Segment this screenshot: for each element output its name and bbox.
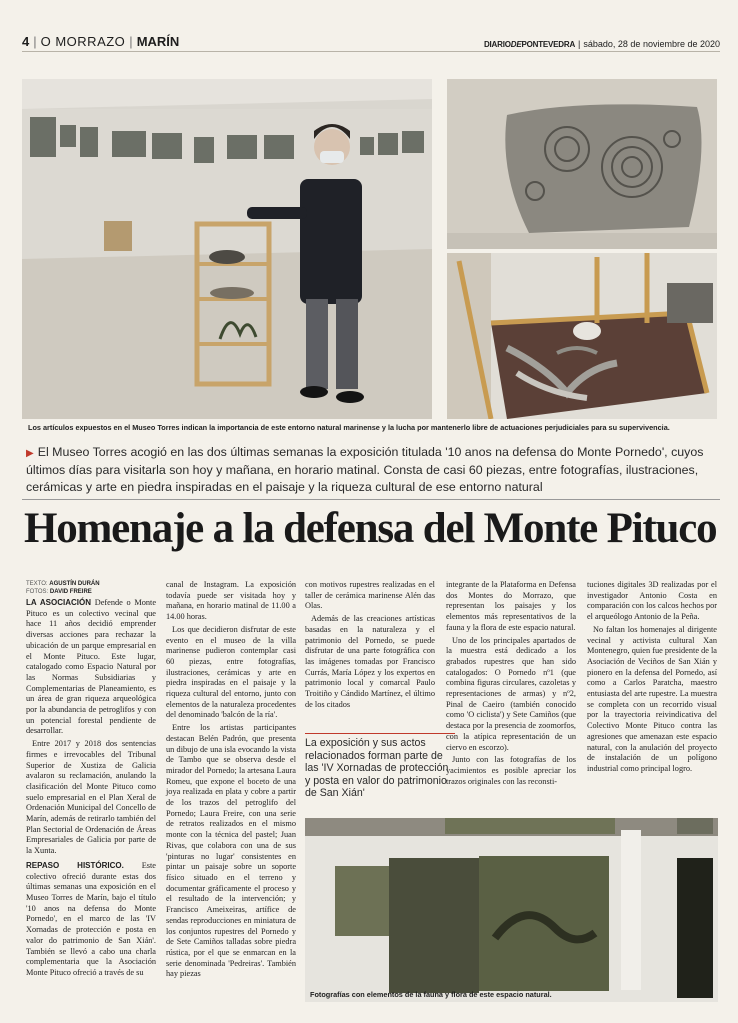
pull-quote: La exposición y sus actos relacionados forman parte de las 'IV Xornadas de protección y posta en valor do patrimonio de San Xián' [305,733,455,800]
byline-text-label: TEXTO: [26,581,48,587]
paragraph: Junto con las fotografías de los yacimientos es posible apreciar los trazos originales con las reconsti- [446,755,576,786]
masthead-part-c: PONTEVEDRA [521,40,576,49]
paragraph: con motivos rupestres realizadas en el taller de cerámica marinense Alén das Olas. [305,580,435,611]
header-separator: | [33,34,37,49]
article-column-1 [26,580,156,981]
paragraph: canal de Instagram. La exposición todavía puede ser visitada hoy y mañana, en horario matinal de 11.00 a 14.00 horas. [166,580,296,622]
paragraph: Uno de los principales apartados de la muestra está dedicado a los grabados rupestres que han sido catalogados: O Pornedo nº1 (que combina figuras circulares, cazoletas y representaciones de armas) y nº2, Pinal de Caeiro (también conocido como 'O ciclista') y Sete Camiños (que destaca por la presencia de zoomorfos, con la atípica representación de un ciervo en escorzo). [446,635,576,752]
page-number: 4 [22,34,30,49]
kicker: LA ASOCIACIÓN [26,598,92,607]
lead-text: El Museo Torres acogió en las dos últimas semanas la exposición titulada '10 anos na defensa do Monte Pornedo', cuyos últimos días para visitarla son hoy y mañana, en horario matinal. Consta de casi 60 piezas, entre fotografías, ilustraciones, cerámicas y arte en piedra inspiradas en el paisaje y la riqueza cultural de ese entorno natural [26,445,704,494]
date-separator: | [578,39,581,49]
subsection-name: MARÍN [136,34,180,49]
byline-text [26,580,156,588]
divider [22,499,720,500]
photo-fauna-flora [305,818,718,1002]
byline-photographer: DAVID FREIRE [49,589,92,595]
paragraph: integrante de la Plataforma en Defensa dos Montes do Morrazo, que representan los paisajes y los elementos más representativos de la fauna y la flora de este espacio natural. [446,580,576,632]
byline-photo-label: FOTOS: [26,589,49,595]
byline-photo [26,588,156,596]
page-header [22,34,720,52]
article-column-4 [446,580,576,789]
section-name: O MORRAZO [40,34,126,49]
paragraph [26,861,156,979]
paragraph-text: Defende o Monte Pituco es un colectivo vecinal que hace 11 años decidió emprender diversas acciones para rechazar la ubicación de un parque empresarial en el Monte Pituco. Este lugar, catalogado como Espacio Natural por las Normas Subsidiarias y Complementarias de Planeamiento, es un área de gran riqueza arqueológica por la abundancia de petroglifos y con un potencial forestal pendiente de desarrollar. [26,598,157,736]
article-column-5 [587,580,717,777]
photo-petroglyph-stone [447,79,717,249]
paragraph: Los que decidieron disfrutar de este evento en el museo de la villa marinense pudieron contemplar casi 60 piezas, entre fotografías, ilustraciones, cerámicas y arte en piedra inspiradas en el paisaje y la riqueza cultural del entorno, junto con elementos de la naturaleza procedentes del denominado 'balcón de la ría'. [166,624,296,720]
masthead-date [484,39,720,49]
byline [26,580,156,596]
triangle-bullet-icon: ▶ [26,448,34,459]
photo-caption-bottom: Fotografías con elementos de la fauna y flora de este espacio natural. [310,990,552,999]
article-column-2 [166,580,296,982]
article-column-3 [305,580,435,712]
section-header [22,34,179,49]
paragraph-text: Este colectivo ofreció durante estas dos últimas semanas una exposición en el Museo Torres de Marín, bajo el título '10 anos na defensa do Monte Pornedo', en el marco de las 'IV Xornadas de protección e posta en valor do patrimonio de San Xián'. También se llevó a cabo una charla complementaria que la Asociación Monte Pituco ofreció a través de su [26,860,156,977]
masthead-part-a: DIARIO [483,40,511,49]
article-lead [26,444,722,496]
photo-display-case [447,253,717,419]
paragraph: Además de las creaciones artísticas basadas en la naturaleza y el patrimonio del Pornedo, se puede disfrutar de una parte fotográfica con las imágenes tomadas por Francisco Currás, María López y los expertos en patrimonio local y comarcal Paulo Troitiño y Cándido Martínez, el último de los citados [305,614,435,709]
paragraph: tuciones digitales 3D realizadas por el investigador Antonio Costa en comparación con los calcos hechos por el arqueólogo Antonio de la Peña. [587,580,717,622]
issue-date: sábado, 28 de noviembre de 2020 [583,39,720,49]
photo-museum-visitor [22,79,432,419]
kicker: REPASO HISTÓRICO. [26,860,124,870]
headline: Homenaje a la defensa del Monte Pituco [24,505,717,552]
paragraph: No faltan los homenajes al dirigente vecinal y activista cultural Xan Montenegro, quien fue presidente de la Asociación de Veciños de San Xián y pionero en la defensa del Pornedo, así como a Carlos Paratcha, maestro entusiasta del arte rupestre. La muestra se completa con un recorrido visual por la trayectoria reivindicativa del Colectivo Monte Pituco contra las agresiones que amenazan este espacio natural, con la anulación del proyecto de instalación de un polígono industrial como principal logro. [587,624,717,773]
header-separator-2: | [129,34,133,49]
paragraph: Entre los artistas participantes destacan Belén Padrón, que presenta un dibujo de una isla evocando la vista de Tambo que se observa desde el mirador del Pornedo; la artesana Laura Romeu, que expone el boceto de una joya realizada en plata y cobre a partir de los trazos del petroglifo del Pornedo; Laura Freire, con una serie de retratos realizados en el mismo monte con la técnica del pastel; Juan Rivas, que colabora con una de sus 'pinturas no lugar' consistentes en pintar un paisaje sobre un soporte físico situado en el terreno y documentar gráficamente el proceso y el resultado de la intervención; y Francisco Ameixeiras, artífice de sendas reproducciones en miniatura de los conjuntos rupestres del Pornedo y de Sete Camiños talladas sobre piedra rústica, por el que se enmarcan en la serie denominada 'Pedreiras'. También hay piezas [166,723,296,979]
paragraph [26,598,156,737]
masthead [484,40,575,49]
byline-author: AGUSTÍN DURÁN [49,581,100,587]
photo-caption-top: Los artículos expuestos en el Museo Torres indican la importancia de este entorno natural marinense y la lucha por mantenerlo libre de actuaciones perjudiciales para su supervivencia. [28,423,670,432]
paragraph: Entre 2017 y 2018 dos sentencias firmes e irrevocables del Tribunal Superior de Xustiza de Galicia avalaron su reclamación, anulando la clasificación del Monte Pituco como suelo empresarial en el Plan Xeral de Ordenación Municipal del Concello de Marín, además de retirarlo también del Plan Sectorial de Ordenación de Áreas Empresariales de Galicia por parte de la Xunta. [26,739,156,856]
masthead-part-b: DE [510,40,522,49]
